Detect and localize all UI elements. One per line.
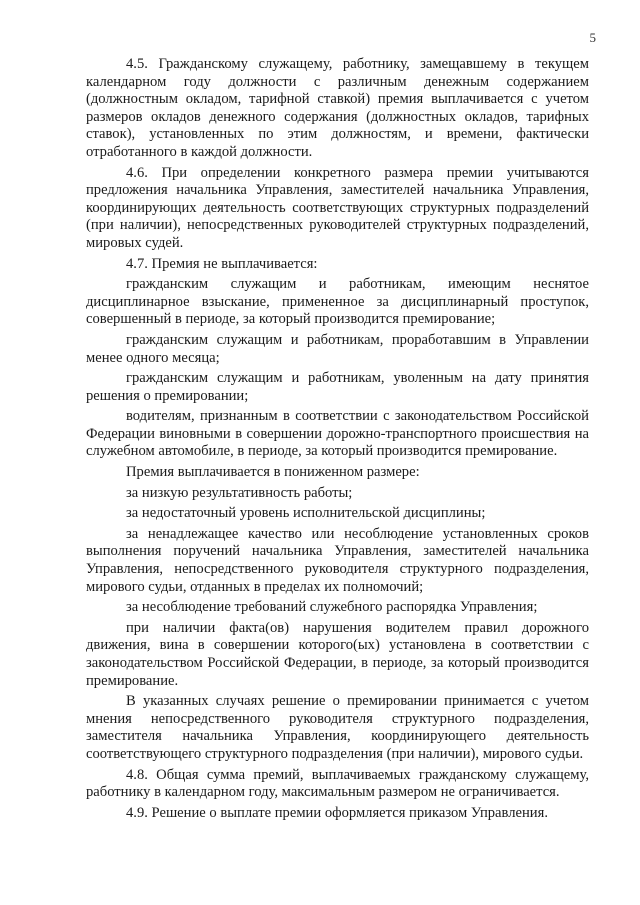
list-item: гражданским служащим и работникам, проработавшим в Управлении менее одного месяца;: [86, 331, 589, 366]
paragraph-4-5: 4.5. Гражданскому служащему, работнику, замещавшему в текущем календарном году должности с различным денежным содержанием (должностным окладом, тарифной ставкой) премия выплачивается с учетом размеров окладов денежного содержания (должностных окладов, тарифных ставок), установленных по этим должностям, и времени, фактически отработанного в каждой должности.: [86, 56, 589, 160]
list-item: гражданским служащим и работникам, имеющим неснятое дисциплинарное взыскание, примененное за дисциплинарный проступок, совершенный в периоде, за который производится премирование;: [86, 276, 589, 328]
paragraph-4-7-heading: 4.7. Премия не выплачивается:: [126, 255, 318, 272]
decision-paragraph: В указанных случаях решение о премировании принимается с учетом мнения непосредственного руководителя структурного подразделения, заместителя начальника Управления, координирующего деятельность соответствующего структурного подразделения (при наличии), мирового судьи.: [86, 693, 589, 762]
paragraph-4-9: 4.9. Решение о выплате премии оформляется приказом Управления.: [126, 804, 548, 821]
page-number: 5: [589, 30, 596, 45]
list-item: водителям, признанным в соответствии с законодательством Российской Федерации виновными в совершении дорожно-транспортного происшествия на служебном автомобиле, в периоде, за который производится премирование.: [86, 408, 589, 460]
list-item: за ненадлежащее качество или несоблюдение установленных сроков выполнения поручений начальника Управления, заместителей начальника Управления, непосредственного руководителя структурного подразделения, мирового судьи, отданных в пределах их полномочий;: [86, 525, 589, 595]
list-item: при наличии факта(ов) нарушения водителем правил дорожного движения, вина в совершении которого(ых) установлена в соответствии с законодательством Российской Федерации, в периоде, за который производится премирование.: [86, 619, 589, 689]
list-item: за несоблюдение требований служебного распорядка Управления;: [126, 599, 538, 616]
paragraph-4-8: 4.8. Общая сумма премий, выплачиваемых гражданскому служащему, работнику в календарном году, максимальным размером не ограничивается.: [86, 766, 589, 801]
paragraph-4-6: 4.6. При определении конкретного размера премии учитываются предложения начальника Управления, заместителей начальника Управления, координирующих деятельность соответствующих структурных подразделений (при наличии), непосредственных руководителей структурных подразделений, мировых судей.: [86, 164, 589, 251]
document-body: [86, 56, 589, 825]
reduced-premium-heading: Премия выплачивается в пониженном размере:: [126, 464, 420, 481]
list-item: за недостаточный уровень исполнительской дисциплины;: [126, 505, 486, 522]
list-item: гражданским служащим и работникам, уволенным на дату принятия решения о премировании;: [86, 370, 589, 404]
list-item: за низкую результативность работы;: [126, 484, 353, 501]
